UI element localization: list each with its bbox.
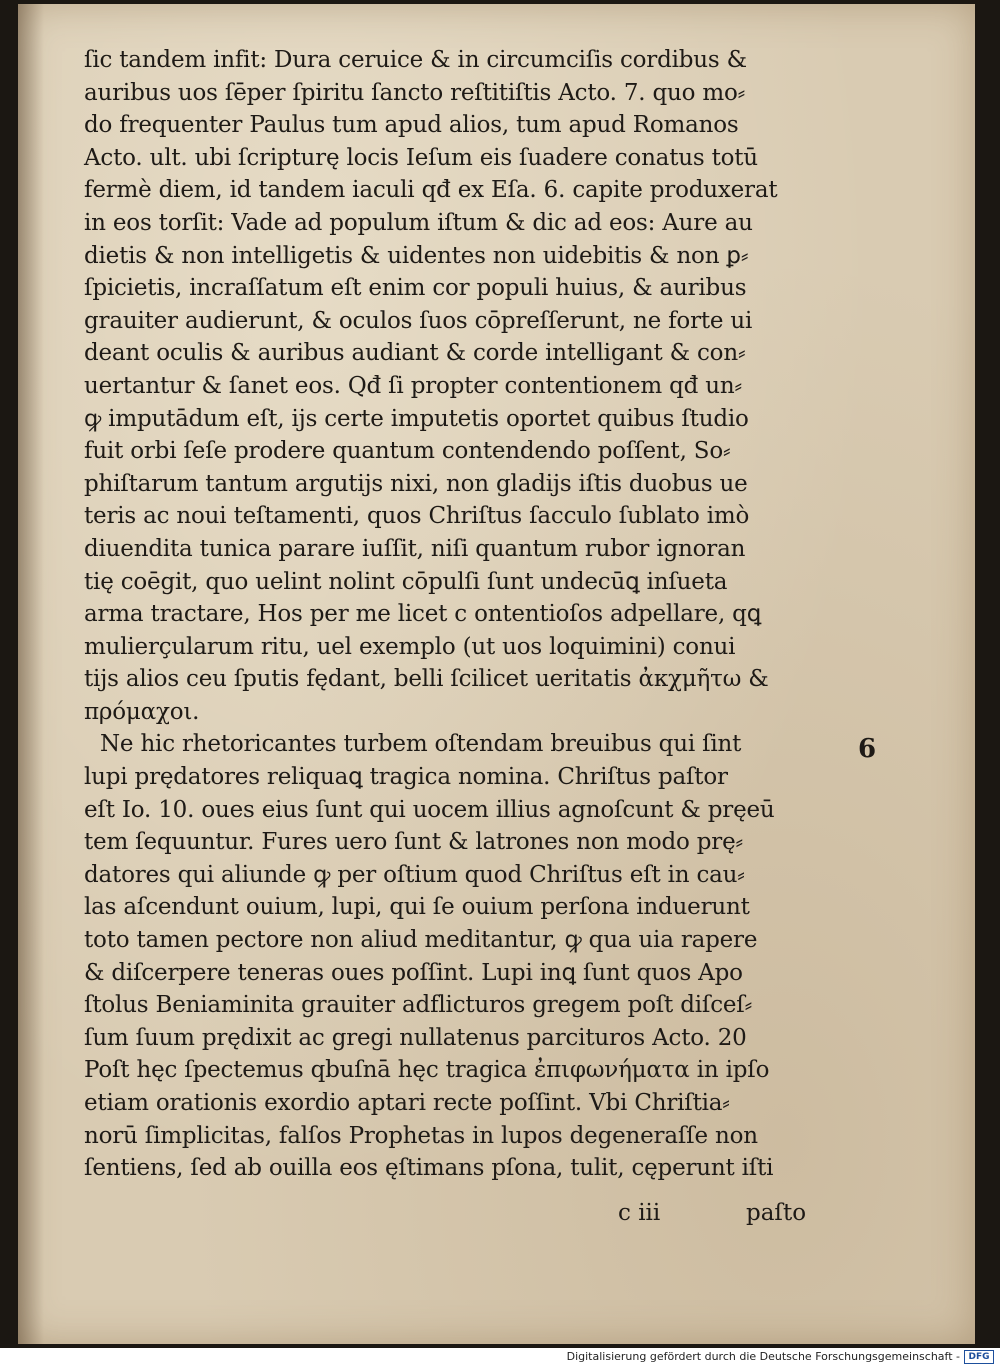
- text-line: datores qui aliunde ꝙ per oſtium quod Chriſtus eſt in cau⸗: [84, 861, 745, 888]
- text-line: ſum ſuum prędixit ac gregi nullatenus parcituros Acto. 20: [84, 1024, 747, 1051]
- gutter-shadow: [18, 4, 44, 1344]
- text-line: etiam orationis exordio aptari recte poſſint. Vbi Chriſtia⸗: [84, 1090, 730, 1116]
- text-line: deant oculis & auribus audiant & corde intelligant & con⸗: [84, 340, 746, 367]
- text-line: toto tamen pectore non aliud meditantur, ꝙ qua uia rapere: [84, 927, 758, 954]
- text-line: Acto. ult. ubi ſcripturę locis Ieſum eis ſuadere conatus totū: [84, 144, 758, 171]
- text-line: tijs alios ceu ſputis fędant, belli ſcilicet ueritatis ἀκχμῆτω &: [84, 666, 769, 693]
- text-line: diuendita tunica parare iuſſit, niſi quantum rubor ignoran: [84, 535, 746, 562]
- text-line: in eos torſit: Vade ad populum iſtum & dic ad eos: Aure au: [84, 209, 753, 236]
- text-line: arma tractare, Hos per me licet c ontentioſos adpellare, qꝗ: [84, 601, 762, 628]
- text-line: dietis & non intelligetis & uidentes non uidebitis & non ꝑ⸗: [84, 242, 749, 269]
- text-line: ſic tandem infit: Dura ceruice & in circumciſis cordibus &: [84, 47, 747, 73]
- text-line: πρόμαχοι.: [84, 698, 200, 725]
- text-line: ſentiens, ſed ab ouilla eos ęſtimans pſona, tulit, cęperunt iſti: [84, 1155, 774, 1182]
- text-line: Ne hic rhetoricantes turbem oſtendam breuibus qui ſint: [100, 731, 742, 758]
- marginal-note: 6: [858, 734, 877, 764]
- text-line: fuit orbi ſeſe prodere quantum contendendo poſſent, So⸗: [84, 438, 731, 465]
- text-line: eſt Io. 10. oues eius ſunt qui uocem illius agnoſcunt & pręeū: [84, 796, 775, 823]
- signature-mark: c iii: [618, 1200, 661, 1226]
- footer-credit: Digitalisierung gefördert durch die Deutsche Forschungsgemeinschaft -: [566, 1350, 960, 1363]
- signature-line: [618, 1197, 858, 1229]
- text-line: uertantur & ſanet eos. Qđ ſi propter contentionem qđ un⸗: [84, 372, 742, 399]
- text-line: ſtolus Beniaminita grauiter adflicturos gregem poſt diſceſ⸗: [84, 992, 753, 1019]
- dfg-logo: DFG: [964, 1350, 994, 1364]
- text-line: phiſtarum tantum argutijs nixi, non gladijs iſtis duobus ue: [84, 470, 748, 497]
- text-line: tem ſequuntur. Fures uero ſunt & latrones non modo prę⸗: [84, 829, 743, 856]
- text-line: tię coēgit, quo uelint nolint cōpulſi ſunt undecūꝗ inſueta: [84, 568, 728, 595]
- text-line: ꝙ imputādum eſt, ijs certe imputetis oportet quibus ſtudio: [84, 405, 749, 432]
- text-line: auribus uos ſēper ſpiritu ſancto reſtitiſtis Acto. 7. quo mo⸗: [84, 79, 746, 106]
- text-line: ſpicietis, incraſſatum eſt enim cor populi huius, & auribus: [84, 275, 747, 302]
- catchword: paſto: [746, 1200, 807, 1226]
- book-page: [18, 4, 975, 1344]
- text-line: las aſcendunt ouium, lupi, qui ſe ouium perſona induerunt: [84, 894, 750, 921]
- footer-bar: [0, 1348, 1000, 1366]
- text-line: Poſt hęc ſpectemus qbuſnā hęc tragica ἐπιφωνήματα in ipſo: [84, 1057, 770, 1084]
- text-line: & diſcerpere teneras oues poſſint. Lupi inꝗ ſunt quos Apo: [84, 959, 743, 986]
- text-line: do frequenter Paulus tum apud alios, tum apud Romanos: [84, 112, 739, 139]
- text-line: lupi prędatores reliquaꝗ tragica nomina. Chriſtus paſtor: [84, 764, 728, 791]
- text-line: mulierçularum ritu, uel exemplo (ut uos loquimini) conui: [84, 633, 736, 660]
- text-line: norū ſimplicitas, falſos Prophetas in lupos degeneraſſe non: [84, 1122, 758, 1149]
- text-line: grauiter audierunt, & oculos ſuos cōpreſſerunt, ne forte ui: [84, 307, 753, 334]
- text-line: fermè diem, id tandem iaculi qđ ex Eſa. 6. capite produxerat: [84, 177, 778, 204]
- text-block: [84, 44, 844, 1185]
- text-line: teris ac noui teſtamenti, quos Chriſtus ſacculo ſublato imò: [84, 503, 750, 530]
